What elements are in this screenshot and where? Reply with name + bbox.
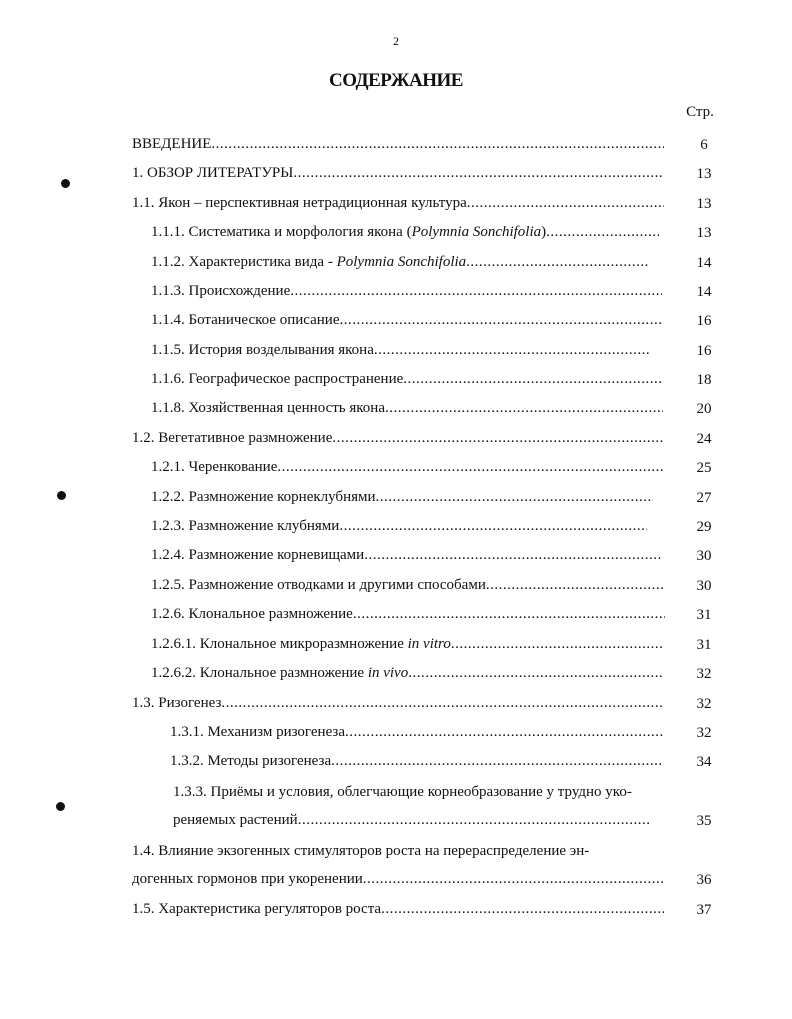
italic-species-name: Polymnia Sonchifolia — [336, 254, 467, 270]
toc-entry-text: 1.2.3. Размножение клубнями — [151, 518, 340, 534]
toc-entry[interactable] — [151, 578, 663, 593]
toc-entry-text: 1.2.6.1. Клональное микроразмножение in vitro — [151, 636, 451, 652]
toc-entry-first-line[interactable]: 1.3.3. Приёмы и условия, облегчающие корнеобразование у трудно уко- — [173, 784, 632, 800]
toc-entry[interactable] — [151, 401, 663, 416]
toc-entry-text: 1.2.6.2. Клональное размножение in vivo — [151, 665, 409, 681]
dot-leader — [221, 696, 663, 711]
dot-leader — [376, 490, 653, 505]
toc-page-number: 34 — [696, 754, 712, 770]
dot-leader — [466, 255, 650, 270]
toc-entry-introduction[interactable] — [132, 137, 664, 152]
toc-entry-text: 1.3. Ризогенез — [132, 695, 222, 711]
dot-leader — [345, 725, 663, 740]
dot-leader — [339, 313, 663, 328]
dot-leader — [293, 166, 664, 181]
toc-entry-text: 1.1.4. Ботаническое описание — [151, 312, 340, 328]
toc-page-number: 14 — [696, 284, 712, 300]
toc-entry-text: 1.2.5. Размножение отводками и другими способами — [151, 577, 486, 593]
dot-leader — [486, 578, 663, 593]
toc-entry-text: 1.1. Якон – перспективная нетрадиционная культура — [132, 195, 467, 211]
toc-entry-text: 1.5. Характеристика регуляторов роста — [132, 901, 382, 917]
toc-entry[interactable] — [151, 490, 653, 505]
dot-leader — [353, 607, 665, 622]
dot-leader — [403, 372, 661, 387]
toc-entry[interactable] — [132, 431, 663, 446]
toc-page-number: 16 — [696, 343, 712, 359]
toc-entry[interactable] — [132, 166, 664, 181]
toc-entry[interactable] — [132, 196, 664, 211]
toc-entry-text: 1. ОБЗОР ЛИТЕРАТУРЫ — [132, 165, 294, 181]
toc-entry[interactable] — [151, 607, 665, 622]
dot-leader — [385, 401, 663, 416]
toc-page-number: 30 — [696, 548, 712, 564]
page-number: 2 — [393, 34, 399, 48]
italic-term: in vivo — [367, 665, 409, 681]
toc-page-number: 32 — [696, 666, 712, 682]
toc-entry-text: догенных гормонов при укоренении — [132, 871, 363, 887]
toc-entry[interactable] — [151, 372, 661, 387]
toc-entry-first-line[interactable]: 1.4. Влияние экзогенных стимуляторов роста на перераспределение эн- — [132, 843, 590, 859]
toc-entry[interactable] — [151, 548, 662, 563]
toc-entry[interactable] — [151, 313, 663, 328]
toc-page-number: 24 — [696, 431, 712, 447]
toc-entry-text: 1.2.6. Клональное размножение — [151, 606, 353, 622]
dot-leader — [290, 284, 662, 299]
toc-entry[interactable] — [151, 255, 650, 270]
dot-leader — [277, 460, 663, 475]
toc-entry[interactable] — [170, 725, 663, 740]
toc-page-number: 36 — [696, 872, 712, 888]
toc-entry[interactable] — [151, 225, 659, 240]
toc-page-number: 32 — [696, 725, 712, 741]
toc-entry[interactable] — [151, 666, 663, 681]
toc-entry[interactable] — [132, 902, 664, 917]
toc-page-number: 31 — [696, 607, 712, 623]
dot-leader — [467, 196, 664, 211]
binding-hole-mark — [61, 179, 70, 188]
toc-page-number: 25 — [696, 460, 712, 476]
toc-page-number: 31 — [696, 637, 712, 653]
dot-leader — [331, 754, 662, 769]
binding-hole-mark — [57, 491, 66, 500]
dot-leader — [381, 902, 664, 917]
toc-page-number: 27 — [696, 490, 712, 506]
toc-page-number: 35 — [696, 813, 712, 829]
dot-leader — [211, 137, 664, 152]
dot-leader — [546, 225, 659, 240]
toc-entry-text: 1.1.6. Географическое распространение — [151, 371, 404, 387]
toc-entry[interactable] — [170, 754, 662, 769]
toc-entry[interactable] — [151, 519, 647, 534]
page-column-header: Стр. — [686, 104, 714, 120]
toc-entry-text: 1.1.2. Характеристика вида - Polymnia Sonchifolia — [151, 254, 467, 270]
toc-entry-text: 1.2.1. Черенкование — [151, 459, 278, 475]
toc-page-number: 30 — [696, 578, 712, 594]
toc-page-number: 16 — [696, 313, 712, 329]
toc-entry-text: 1.2. Вегетативное размножение — [132, 430, 333, 446]
toc-entry[interactable] — [132, 696, 663, 711]
toc-entry-text: 1.1.8. Хозяйственная ценность якона — [151, 400, 385, 416]
toc-entry[interactable] — [173, 813, 651, 828]
toc-entry[interactable] — [151, 343, 651, 358]
toc-page-number: 18 — [696, 372, 712, 388]
toc-page-number: 20 — [696, 401, 712, 417]
dot-leader — [451, 637, 664, 652]
toc-page-number: 14 — [696, 255, 712, 271]
toc-entry-text: 1.3.1. Механизм ризогенеза — [170, 724, 345, 740]
toc-page-number: 32 — [696, 696, 712, 712]
toc-page-number: 13 — [696, 166, 712, 182]
toc-entry[interactable] — [151, 637, 664, 652]
toc-entry-text: 1.3.2. Методы ризогенеза — [170, 753, 332, 769]
toc-entry-text: 1.2.4. Размножение корневищами — [151, 547, 365, 563]
toc-entry-text: ВВЕДЕНИЕ — [132, 136, 212, 152]
dot-leader — [298, 813, 651, 828]
dot-leader — [374, 343, 651, 358]
toc-entry-text: 1.2.2. Размножение корнеклубнями — [151, 489, 376, 505]
dot-leader — [364, 548, 662, 563]
dot-leader — [339, 519, 647, 534]
toc-page-number: 6 — [700, 137, 708, 153]
italic-term: in vitro — [407, 636, 451, 652]
toc-page-number: 37 — [696, 902, 712, 918]
toc-entry-text: реняемых растений — [173, 812, 298, 828]
toc-entry-text: 1.1.1. Систематика и морфология якона (Polymnia Sonchifolia) — [151, 224, 547, 240]
dot-leader — [408, 666, 663, 681]
toc-page-number: 29 — [696, 519, 712, 535]
toc-entry-text: 1.1.3. Происхождение — [151, 283, 291, 299]
toc-entry[interactable] — [132, 872, 665, 887]
toc-entry[interactable] — [151, 460, 663, 475]
toc-page-number: 13 — [696, 225, 712, 241]
binding-hole-mark — [56, 802, 65, 811]
toc-entry[interactable] — [151, 284, 662, 299]
page-title: СОДЕРЖАНИЕ — [329, 70, 463, 91]
italic-species-name: Polymnia Sonchifolia — [411, 224, 542, 240]
dot-leader — [332, 431, 663, 446]
toc-entry-text: 1.1.5. История возделывания якона — [151, 342, 374, 358]
toc-page-number: 13 — [696, 196, 712, 212]
dot-leader — [363, 872, 665, 887]
